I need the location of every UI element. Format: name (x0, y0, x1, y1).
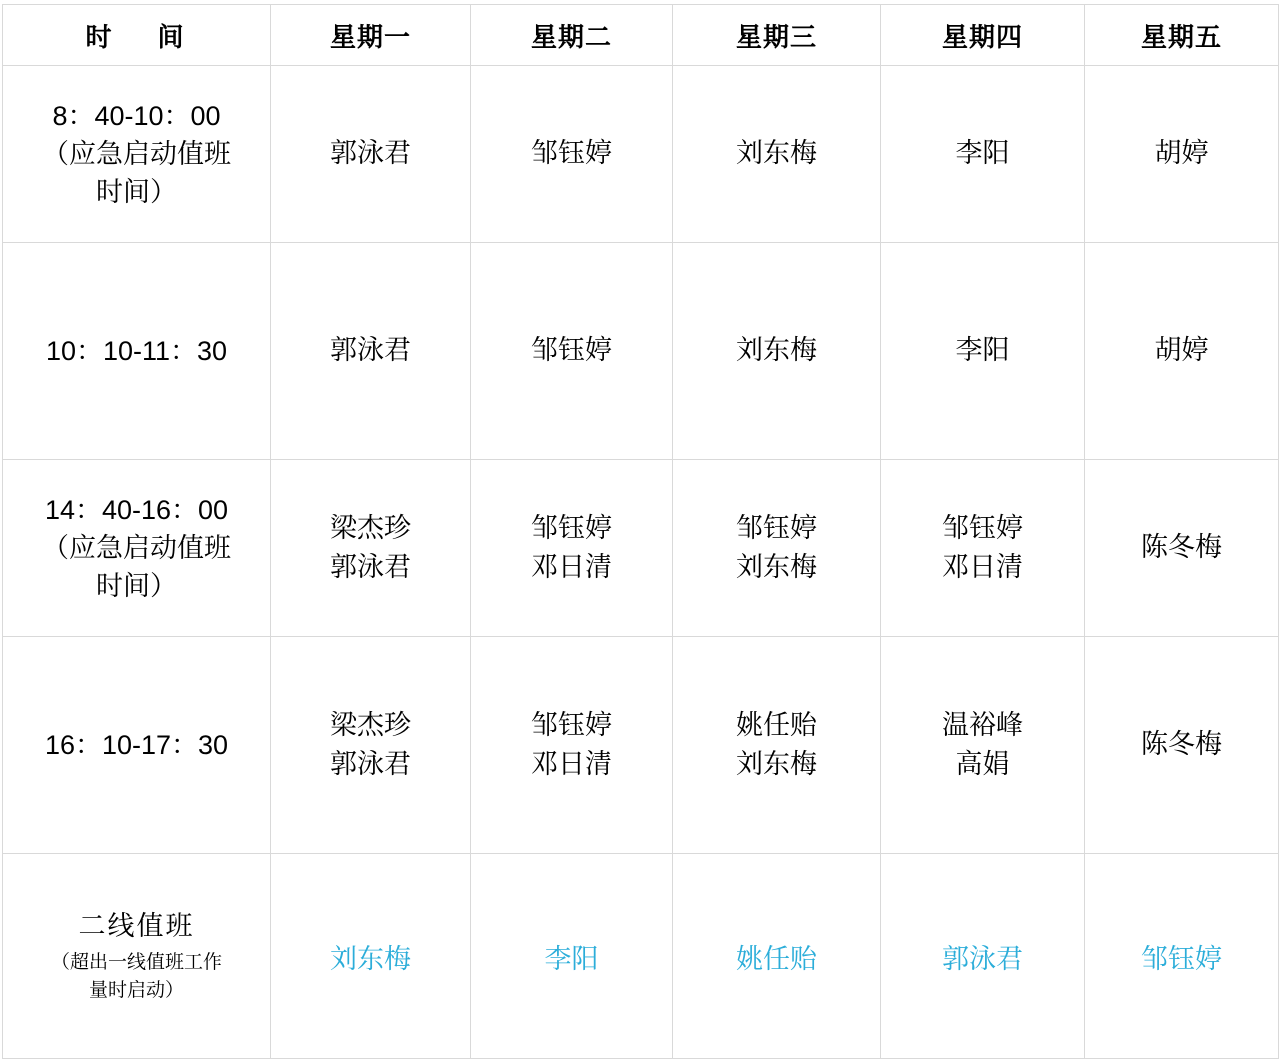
column-header-time: 时 间 (3, 5, 271, 66)
table-header-row (3, 5, 1279, 66)
duty-name: 李阳 (955, 138, 1010, 169)
time-slot-cell (3, 243, 271, 460)
second-line-row (3, 854, 1279, 1059)
duty-cell-friday (1085, 637, 1279, 854)
time-slot-cell (3, 460, 271, 637)
time-slot-note-line1: （应急启动值班 (42, 532, 231, 563)
duty-name: 刘东梅 (736, 335, 817, 366)
time-slot-note-line2: 时间） (96, 571, 177, 602)
time-slot-cell (3, 637, 271, 854)
duty-name: 邓日清 (531, 749, 612, 779)
second-line-name-friday: 邹钰婷 (1085, 854, 1279, 1059)
duty-cell-tuesday (471, 243, 673, 460)
second-line-name-wednesday: 姚任贻 (673, 854, 881, 1059)
duty-cell-wednesday (673, 637, 881, 854)
duty-cell-tuesday (471, 460, 673, 637)
duty-schedule-table (2, 4, 1279, 1059)
second-line-note-line2: 量时启动） (88, 979, 184, 1001)
column-header-friday: 星期五 (1085, 5, 1279, 66)
duty-name: 刘东梅 (736, 552, 817, 582)
duty-name: 邹钰婷 (531, 335, 612, 366)
duty-cell-thursday (881, 243, 1085, 460)
time-slot-main: 10：10-11：30 (45, 335, 228, 366)
duty-name: 刘东梅 (736, 749, 817, 779)
duty-name: 梁杰珍 (330, 709, 411, 740)
duty-cell-monday (271, 66, 471, 243)
second-line-title: 二线值班 (78, 910, 195, 941)
duty-cell-tuesday (471, 66, 673, 243)
duty-name: 郭泳君 (330, 138, 411, 169)
duty-cell-wednesday (673, 66, 881, 243)
time-slot-main: 8：40-10：00 (52, 100, 221, 131)
column-header-wednesday: 星期三 (673, 5, 881, 66)
duty-name: 邹钰婷 (942, 512, 1023, 543)
duty-name: 姚任贻 (736, 709, 817, 740)
duty-name: 郭泳君 (330, 335, 411, 366)
duty-name: 高娟 (955, 749, 1010, 779)
duty-name: 陈冬梅 (1141, 532, 1222, 563)
duty-name: 郭泳君 (330, 552, 411, 582)
second-line-label-cell (3, 854, 271, 1059)
duty-cell-friday (1085, 460, 1279, 637)
duty-cell-wednesday (673, 243, 881, 460)
duty-name: 陈冬梅 (1141, 729, 1222, 760)
duty-name: 胡婷 (1154, 335, 1209, 366)
duty-name: 邹钰婷 (736, 512, 817, 543)
duty-name: 邹钰婷 (531, 138, 612, 169)
duty-name: 邹钰婷 (531, 709, 612, 740)
table-row (3, 637, 1279, 854)
duty-name: 邓日清 (531, 552, 612, 582)
duty-cell-monday (271, 243, 471, 460)
table-row (3, 243, 1279, 460)
duty-cell-thursday (881, 460, 1085, 637)
second-line-name-tuesday: 李阳 (471, 854, 673, 1059)
time-slot-cell (3, 66, 271, 243)
duty-cell-wednesday (673, 460, 881, 637)
duty-cell-thursday (881, 637, 1085, 854)
time-slot-note-line1: （应急启动值班 (42, 138, 231, 169)
duty-name: 温裕峰 (942, 709, 1023, 740)
column-header-monday: 星期一 (271, 5, 471, 66)
duty-name: 梁杰珍 (330, 512, 411, 543)
duty-name: 邹钰婷 (531, 512, 612, 543)
duty-cell-friday (1085, 66, 1279, 243)
time-slot-main: 14：40-16：00 (44, 494, 229, 525)
duty-name: 刘东梅 (736, 138, 817, 169)
column-header-thursday: 星期四 (881, 5, 1085, 66)
duty-name: 李阳 (955, 335, 1010, 366)
duty-cell-thursday (881, 66, 1085, 243)
duty-cell-monday (271, 460, 471, 637)
duty-name: 胡婷 (1154, 138, 1209, 169)
time-slot-main: 16：10-17：30 (44, 729, 229, 760)
duty-name: 邓日清 (942, 552, 1023, 582)
duty-cell-tuesday (471, 637, 673, 854)
duty-name: 郭泳君 (330, 749, 411, 779)
time-slot-note-line2: 时间） (96, 177, 177, 208)
column-header-tuesday: 星期二 (471, 5, 673, 66)
second-line-note-line1: （超出一线值班工作 (50, 952, 222, 974)
table-row (3, 460, 1279, 637)
duty-cell-friday (1085, 243, 1279, 460)
table-row (3, 66, 1279, 243)
duty-cell-monday (271, 637, 471, 854)
second-line-name-monday: 刘东梅 (271, 854, 471, 1059)
second-line-name-thursday: 郭泳君 (881, 854, 1085, 1059)
